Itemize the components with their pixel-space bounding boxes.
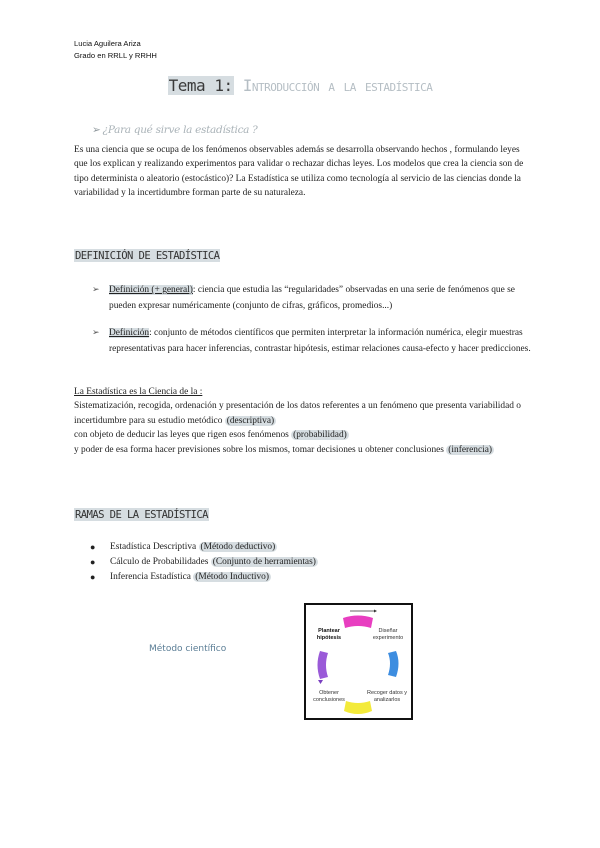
page-title: [0, 76, 600, 95]
title-text: Introducción a la estadística: [233, 76, 433, 95]
scientific-method-diagram: [304, 603, 413, 720]
title-prefix: Tema 1:: [168, 76, 233, 95]
definition-term: Definición: [109, 328, 150, 338]
intro-paragraph: Es una ciencia que se ocupa de los fenómenos observables además se desarrolla observando hechos , formulando leyes que los explican y realizando experimentos para validar o rechazar dichas leyes. Los modelos que crea la ciencia son de tipo determinista o aleatorio (estocástico)? La Estadística se utiliza como tecnología al servicio de las ciencias donde la variabilidad y la incertidumbre forman parte de su naturaleza.: [74, 145, 524, 199]
branch-tag: (Método deductivo): [200, 542, 276, 552]
bullet-icon: ●: [90, 542, 96, 552]
branch-tag: (Conjunto de herramientas): [212, 557, 316, 567]
definition-item: [92, 283, 532, 314]
definition-text: : ciencia que estudia las “regularidades” observadas en una serie de fenómenos que se pueden expresar numéricamente (conjunto de cifras, gráficos, promedios...): [109, 285, 515, 311]
branch-name: Inferencia Estadística: [110, 572, 194, 582]
definition-text: : conjunto de métodos científicos que permiten interpretar la información numérica, elegir muestras representativas para hacer inferencias, contrastar hipótesis, estimar relaciones causa-efecto y hacer predicciones.: [109, 328, 531, 354]
question-heading: [92, 124, 257, 136]
diagram-label-experiment: Diseñar experimento: [372, 628, 404, 641]
diagram-label-conclusions: Obtener conclusiones: [313, 690, 345, 703]
degree-name: Grado en RRLL y RRHH: [74, 51, 157, 60]
cycle-segment-right: [388, 651, 399, 677]
science-block: [74, 385, 534, 457]
definitions-heading: DEFINICIÓN DE ESTADÍSTICA: [75, 250, 220, 262]
cycle-segment-top: [343, 616, 373, 629]
branches-heading: RAMAS DE LA ESTADÍSTICA: [75, 509, 208, 521]
arrow-bullet-icon: ➢: [92, 285, 100, 295]
list-item: [90, 540, 318, 555]
science-line-2: con objeto de deducir las leyes que rigen esos fenómenos: [74, 430, 292, 441]
author-name: Lucia Aguilera Ariza: [74, 39, 141, 48]
diagram-label-hypothesis: Plantear hipótesis: [316, 628, 342, 641]
question-text: ¿Para qué sirve la estadística ?: [102, 124, 258, 136]
bullet-icon: ●: [90, 557, 96, 567]
arrow-bullet-icon: ➢: [92, 328, 100, 338]
list-item: [90, 555, 318, 570]
science-heading: La Estadística es la Ciencia de la :: [74, 387, 203, 397]
method-label: Método científico: [149, 644, 227, 654]
tag-descriptiva: (descriptiva): [226, 415, 275, 426]
definition-item: [92, 326, 532, 357]
tag-inferencia: (inferencia): [448, 444, 493, 455]
cycle-segment-left: [318, 651, 329, 679]
arrow-bullet-icon: ➢: [92, 124, 101, 136]
science-line-3: y poder de esa forma hacer previsiones sobre los mismos, tomar decisiones u obtener conclusiones: [74, 444, 447, 455]
definition-term: Definición (+ general): [109, 285, 193, 295]
branch-name: Estadística Descriptiva: [110, 542, 199, 552]
bullet-icon: ●: [90, 572, 96, 582]
branches-list: [90, 540, 318, 585]
tag-probabilidad: (probabilidad): [293, 430, 347, 441]
list-item: [90, 570, 318, 585]
science-line-1: Sistematización, recogida, ordenación y presentación de los datos referentes a un fenómeno que presenta variabilidad o incertidumbre para su estudio metódico: [74, 401, 521, 426]
branch-name: Cálculo de Probabilidades: [110, 557, 211, 567]
diagram-label-data: Recoger datos y analizarlos: [366, 690, 408, 703]
branch-tag: (Método Inductivo): [195, 572, 269, 582]
